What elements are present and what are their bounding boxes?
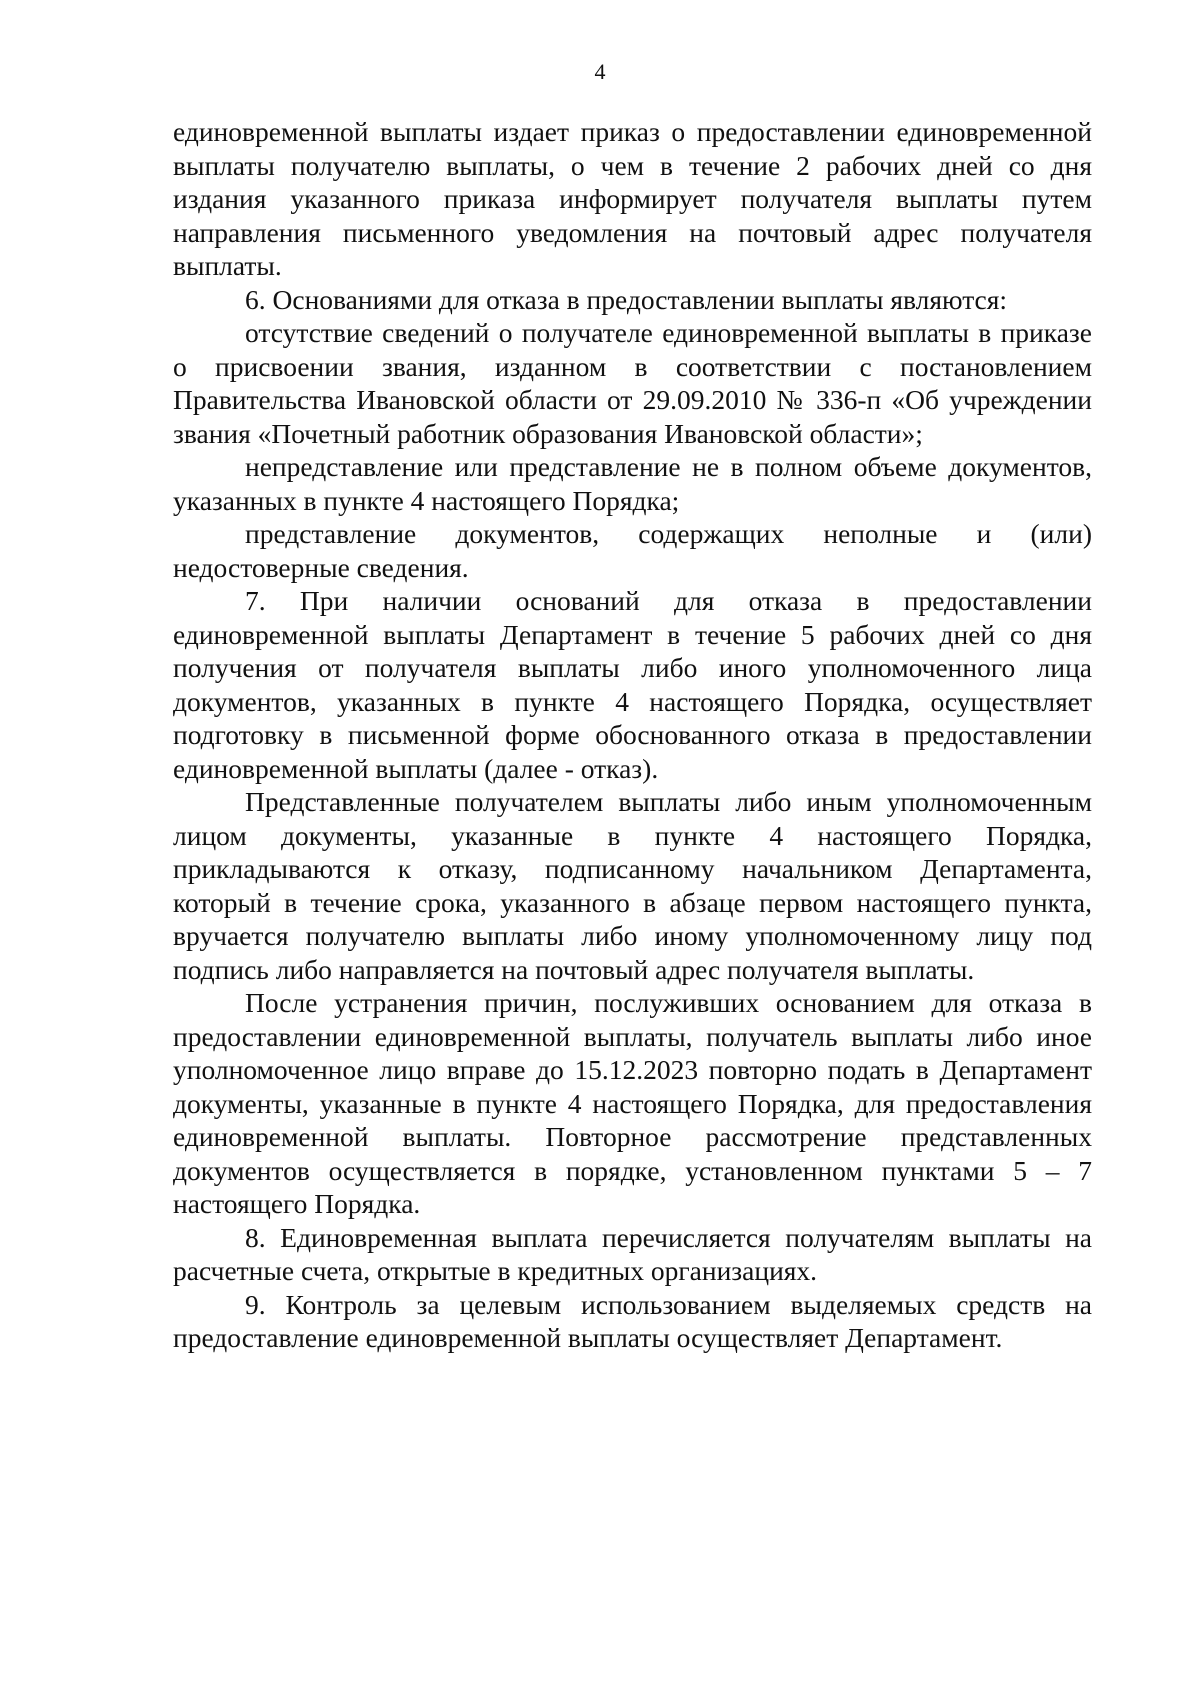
paragraph-item-7: 7. При наличии оснований для отказа в предоставлении единовременной выплаты Департамент в течение 5 рабочих дней со дня получения от получателя выплаты либо иного уполномоченного лица документов, указанных в пункте 4 настоящего Порядка, осуществляет подготовку в письменной форме обоснованного отказа в предоставлении единовременной выплаты (далее - отказ). xyxy=(173,585,1092,784)
paragraph-item-9: 9. Контроль за целевым использованием выделяемых средств на предоставление единовременной выплаты осуществляет Департамент. xyxy=(173,1288,1092,1353)
paragraph-reason-3: представление документов, содержащих неполные и (или) недостоверные сведения. xyxy=(173,518,1092,583)
page-number: 4 xyxy=(594,59,606,84)
paragraph-reason-1: отсутствие сведений о получателе единовременной выплаты в приказе о присвоении звания, изданном в соответствии с постановлением Правительства Ивановской области от 29.09.2010 № 336-п «Об учреждении звания «Почетный работник образования Ивановской области»; xyxy=(173,317,1092,449)
paragraph-item-8: 8. Единовременная выплата перечисляется получателям выплаты на расчетные счета, открытые в кредитных организациях. xyxy=(173,1221,1092,1286)
paragraph-item-7-documents: Представленные получателем выплаты либо иным уполномоченным лицом документы, указанные в пункте 4 настоящего Порядка, прикладываются к отказу, подписанному начальником Департамента, который в течение срока, указанного в абзаце первом настоящего пункта, вручается получателю выплаты либо иному уполномоченному лицу под подпись либо направляется на почтовый адрес получателя выплаты. xyxy=(173,786,1092,985)
paragraph-reason-2: непредставление или представление не в полном объеме документов, указанных в пункте 4 настоящего Порядка; xyxy=(173,451,1092,516)
paragraph-continuation: единовременной выплаты издает приказ о предоставлении единовременной выплаты получателю выплаты, о чем в течение 2 рабочих дней со дня издания указанного приказа информирует получателя выплаты путем направления письменного уведомления на почтовый адрес получателя выплаты. xyxy=(173,116,1092,281)
paragraph-item-7-resubmission: После устранения причин, послуживших основанием для отказа в предоставлении единовременной выплаты, получатель выплаты либо иное уполномоченное лицо вправе до 15.12.2023 повторно подать в Департамент документы, указанные в пункте 4 настоящего Порядка, для предоставления единовременной выплаты. Повторное рассмотрение представленных документов осуществляется в порядке, установленном пунктами 5 – 7 настоящего Порядка. xyxy=(173,987,1092,1219)
paragraph-item-6: 6. Основаниями для отказа в предоставлении выплаты являются: xyxy=(245,283,1008,315)
document-body xyxy=(173,115,1092,1355)
